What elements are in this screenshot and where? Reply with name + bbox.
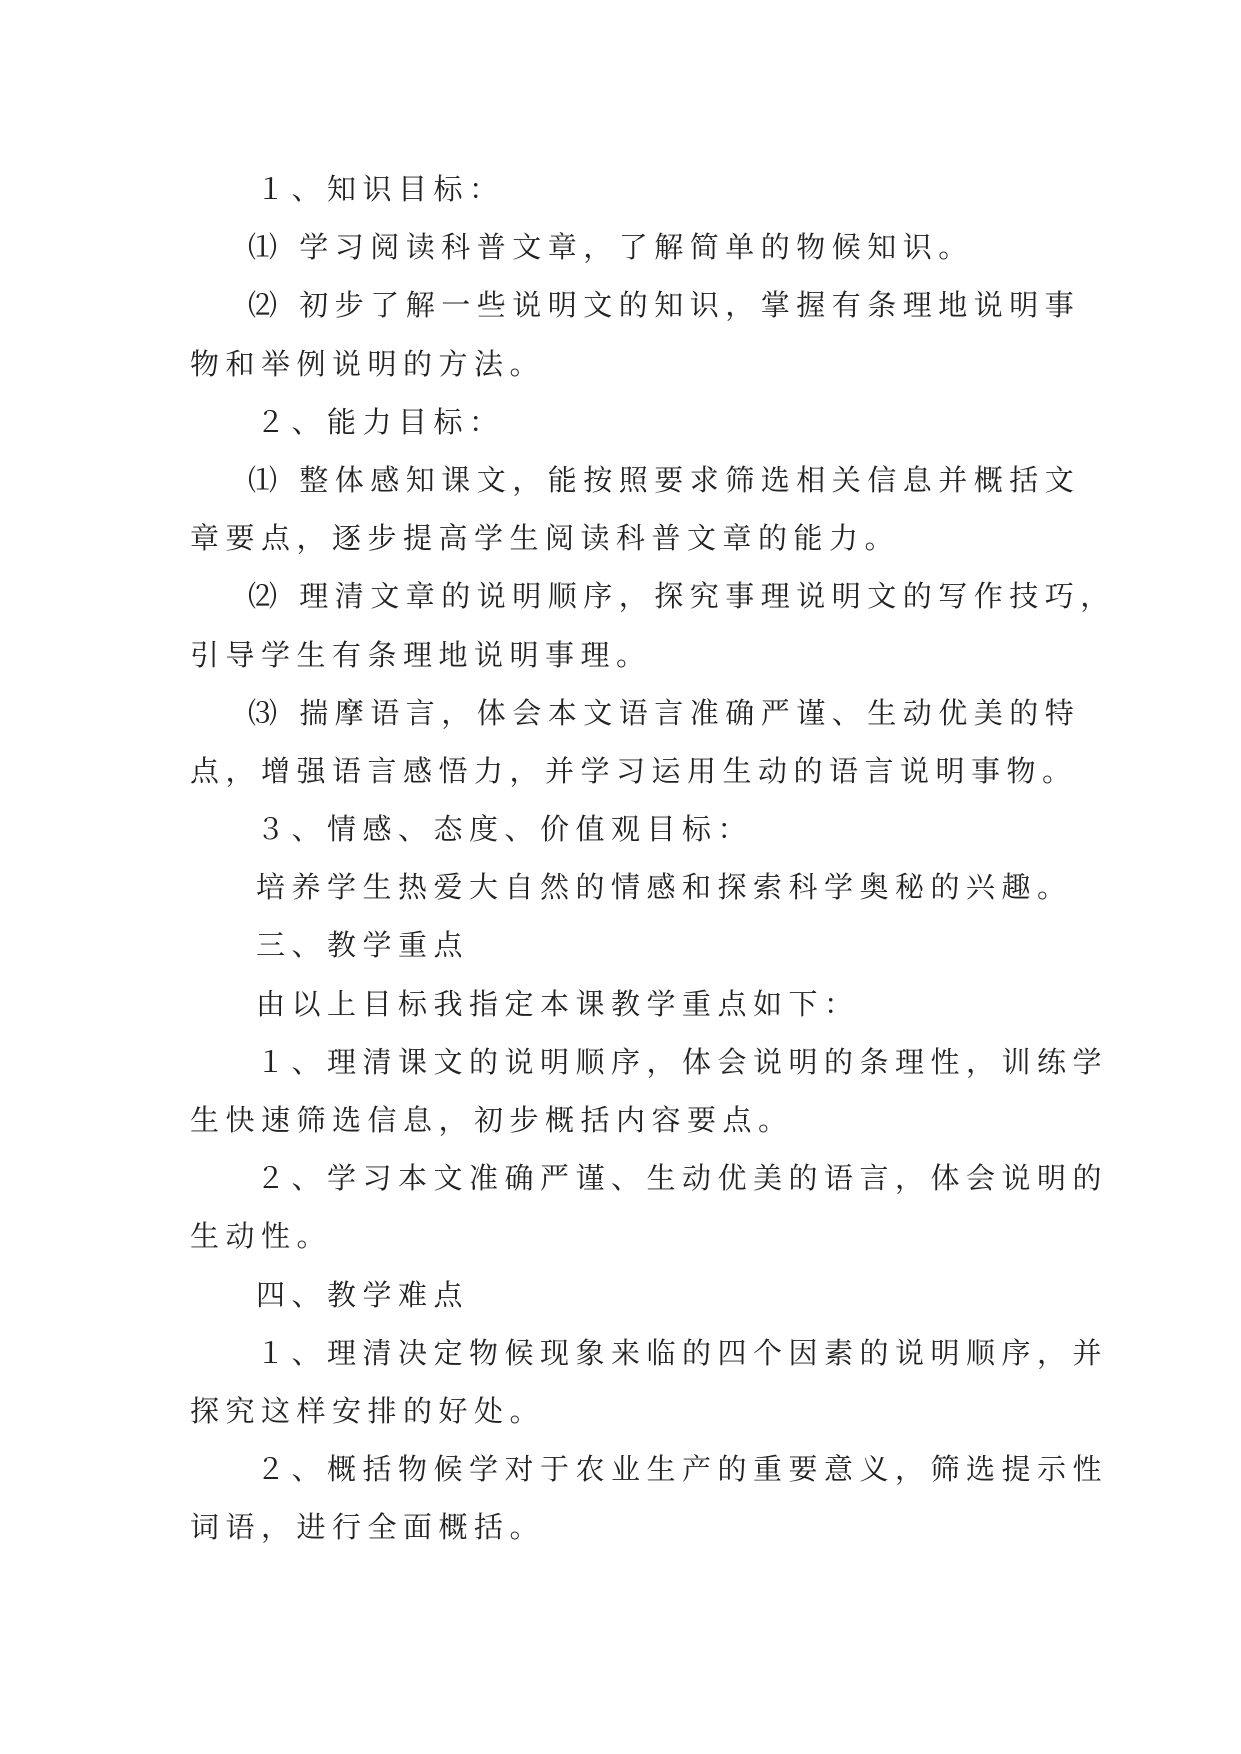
paragraph-line: 词语，进行全面概括。: [190, 1510, 546, 1545]
paragraph-line: 章要点，逐步提高学生阅读科普文章的能力。: [190, 521, 901, 556]
paragraph-line: ⑶ 揣摩语言，体会本文语言准确严谨、生动优美的特: [248, 695, 1081, 730]
heading-emotion-goal: ３、情感、态度、价值观目标：: [256, 812, 754, 847]
document-body: [190, 160, 1116, 1557]
section-heading-key-points: 三、教学重点: [256, 928, 470, 963]
paragraph-line: １、理清课文的说明顺序，体会说明的条理性，训练学: [256, 1044, 1109, 1079]
paragraph-line: 生动性。: [190, 1219, 333, 1254]
paragraph-line: １、理清决定物候现象来临的四个因素的说明顺序，并: [256, 1335, 1109, 1370]
heading-ability-goal: ２、能力目标：: [256, 404, 505, 439]
paragraph-line: ⑵ 理清文章的说明顺序，探究事理说明文的写作技巧，: [248, 579, 1116, 614]
paragraph-line: ２、学习本文准确严谨、生动优美的语言，体会说明的: [256, 1161, 1109, 1196]
paragraph-line: ⑴ 学习阅读科普文章，了解简单的物候知识。: [248, 230, 974, 265]
paragraph-line: 生快速筛选信息，初步概括内容要点。: [190, 1103, 794, 1137]
heading-knowledge-goal: １、知识目标：: [256, 172, 505, 206]
section-heading-difficulties: 四、教学难点: [256, 1277, 470, 1312]
paragraph-line: 探究这样安排的好处。: [190, 1393, 546, 1428]
paragraph-line: 培养学生热爱大自然的情感和探索科学奥秘的兴趣。: [256, 870, 1073, 905]
paragraph-line: 由以上目标我指定本课教学重点如下：: [256, 986, 860, 1021]
paragraph-line: 点，增强语言感悟力，并学习运用生动的语言说明事物。: [190, 753, 1078, 788]
paragraph-line: ２、概括物候学对于农业生产的重要意义，筛选提示性: [256, 1452, 1109, 1487]
paragraph-line: ⑵ 初步了解一些说明文的知识，掌握有条理地说明事: [248, 288, 1081, 323]
paragraph-line: 引导学生有条理地说明事理。: [190, 637, 652, 672]
paragraph-line: 物和举例说明的方法。: [190, 346, 546, 381]
paragraph-line: ⑴ 整体感知课文，能按照要求筛选相关信息并概括文: [248, 462, 1081, 497]
